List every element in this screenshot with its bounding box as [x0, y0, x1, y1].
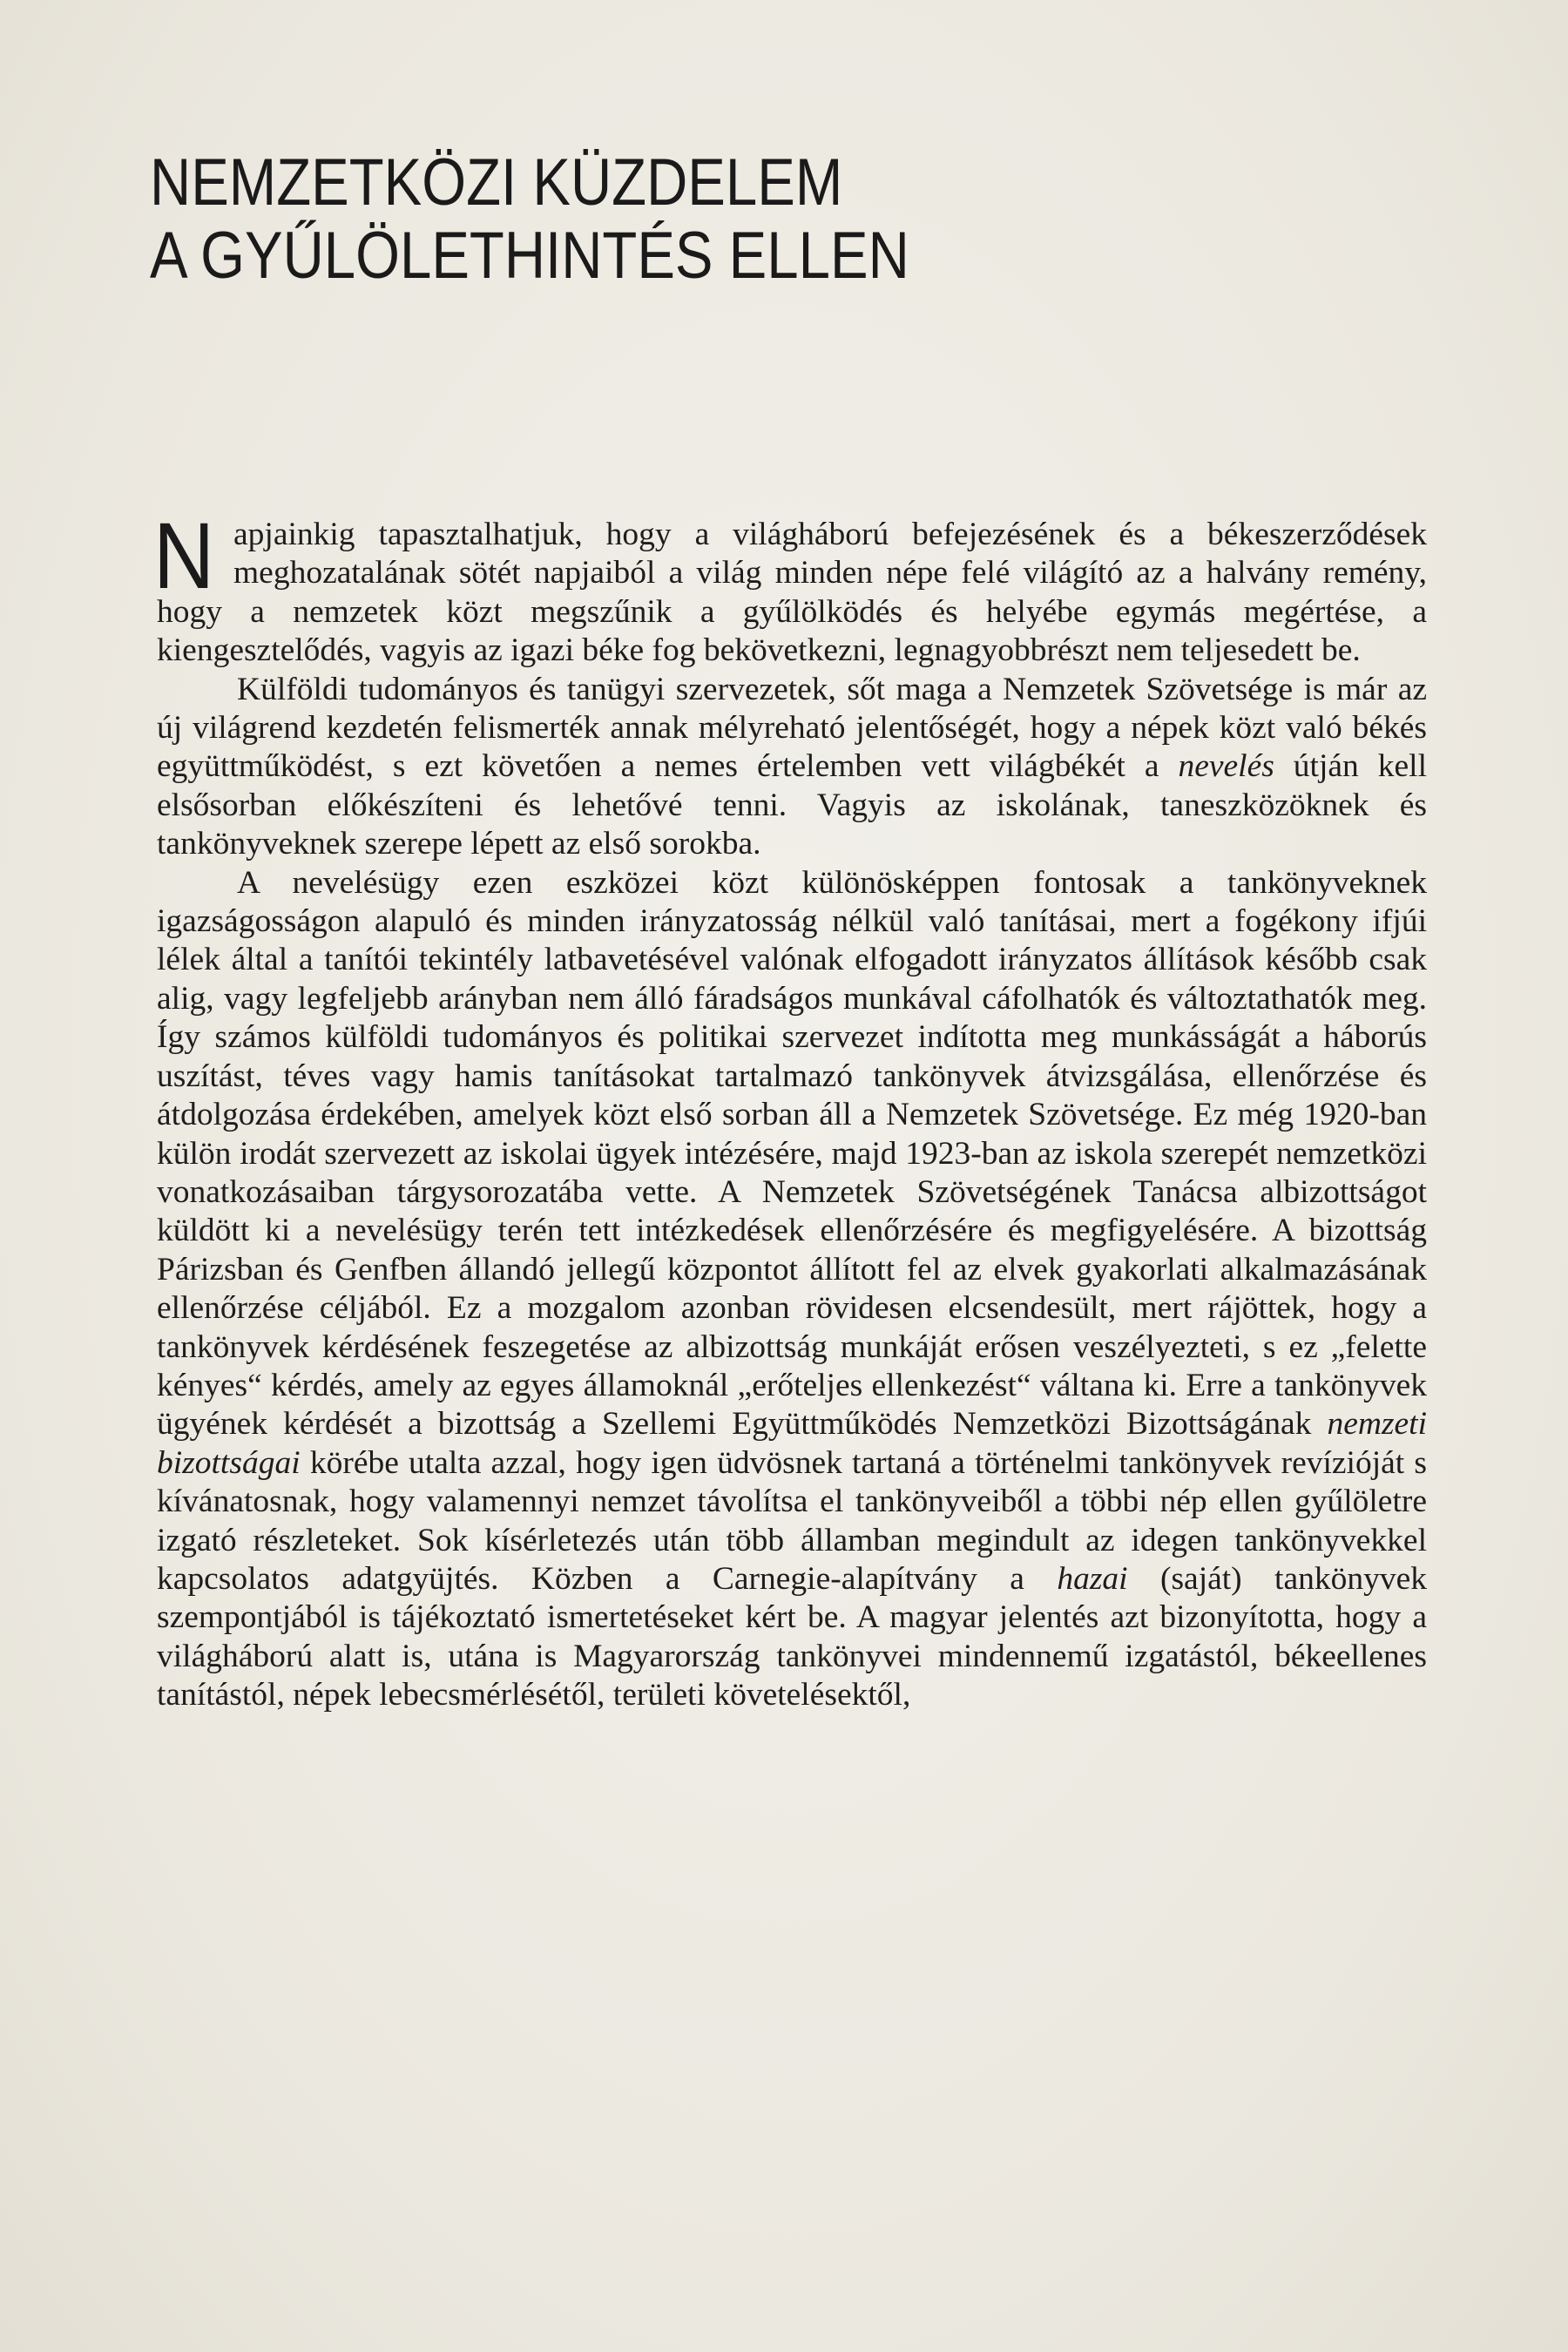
article-body [153, 503, 1427, 1715]
page-title [150, 146, 1413, 293]
paragraph-3-emphasis-1: nemzeti bizottságai [157, 1406, 1427, 1481]
paragraph-3-text-c: (saját) tankönyvek szempontjából is tájékoztató ismertetéseket kért be. A magyar jelentés azt bizonyította, hogy a világháború alatt is, utána is Magyarország tankönyvei mindennemű izgatástól, békeellenes tanítástól, népek lebecsmérlésétől, területi követelésektől, [157, 1560, 1427, 1713]
paragraph-2-text-a: Külföldi tudományos és tanügyi szervezetek, sőt maga a Nemzetek Szövetsége is már az új világrend kezdetén felismerték annak mélyreható jelentőségét, hogy a népek közt való békés együttműködést, s ezt követően a nemes értelemben vett világbékét a [157, 671, 1427, 785]
paragraph-3 [157, 864, 1427, 1715]
paragraph-2-text-b: útján kell elsősorban előkészíteni és lehetővé tenni. Vagyis az iskolának, taneszközöknek és tankönyveknek szerepe lépett az első sorokba. [157, 748, 1427, 862]
paragraph-1-text: apjainkig tapasztalhatjuk, hogy a világháború befejezésének és a békeszerződések meghozatalának sötét napjaiból a világ minden népe felé világító az a halvány remény, hogy a nemzetek közt megszűnik a gyűlölködés és helyébe egymás megértése, a kiengesztelődés, vagyis az igazi béke fog bekövetkezni, legnagyobbrészt nem teljesedett be. [157, 517, 1427, 669]
drop-cap: N [153, 503, 215, 608]
paragraph-3-text-b: körébe utalta azzal, hogy igen üdvösnek tartaná a történelmi tankönyvek revízióját s kívánatosnak, hogy valamennyi nemzet távolítsa el tankönyveiből a többi nép ellen gyűlöletre izgató részleteket. Sok kísérletezés után több államban megindult az idegen tankönyvekkel kapcsolatos adatgyüjtés. Közben a Carnegie-alapítvány a [157, 1444, 1427, 1597]
title-line-1: NEMZETKÖZI KÜZDELEM [150, 145, 843, 220]
title-line-2: A GYŰLÖLETHINTÉS ELLEN [150, 219, 909, 293]
paragraph-1 [153, 503, 1427, 671]
paragraph-2 [157, 671, 1427, 864]
paragraph-3-emphasis-2: hazai [1057, 1560, 1128, 1597]
paragraph-3-text-a: A nevelésügy ezen eszközei közt különösképpen fontosak a tankönyveknek igazságosságon alapuló és minden irányzatosság nélkül való tanításai, mert a fogékony ifjúi lélek által a tanítói tekintély latbavetésével valónak elfogadott irányzatos állítások később csak alig, vagy legfeljebb arányban nem álló fáradságos munkával cáfolhatók és változtathatók meg. Így számos külföldi tudományos és politikai szervezet indította meg munkásságát a háborús uszítást, téves vagy hamis tanításokat tartalmazó tankönyvek átvizsgálása, ellenőrzése és átdolgozása érdekében, amelyek közt első sorban áll a Nemzetek Szövetsége. Ez még 1920-ban külön irodát szervezett az iskolai ügyek intézésére, majd 1923-ban az iskola szerepét nemzetközi vonatkozásaiban tárgysorozatába vette. A Nemzetek Szövetségének Tanácsa albizottságot küldött ki a nevelésügy terén tett intézkedések ellenőrzésére és megfigyelésére. A bizottság Párizsban és Genfben állandó jellegű központot állított fel az elvek gyakorlati alkalmazásának ellenőrzése céljából. Ez a mozgalom azonban rövidesen elcsendesült, mert rájöttek, hogy a tankönyvek kérdésének feszegetése az albizottság munkáját erősen veszélyezteti, s ez „felette kényes“ kérdés, amely az egyes államoknál „erőteljes ellenkezést“ váltana ki. Erre a tankönyvek ügyének kérdését a bizottság a Szellemi Együttműködés Nemzetközi Bizottságának [157, 864, 1427, 1443]
paragraph-2-emphasis: nevelés [1178, 748, 1274, 785]
